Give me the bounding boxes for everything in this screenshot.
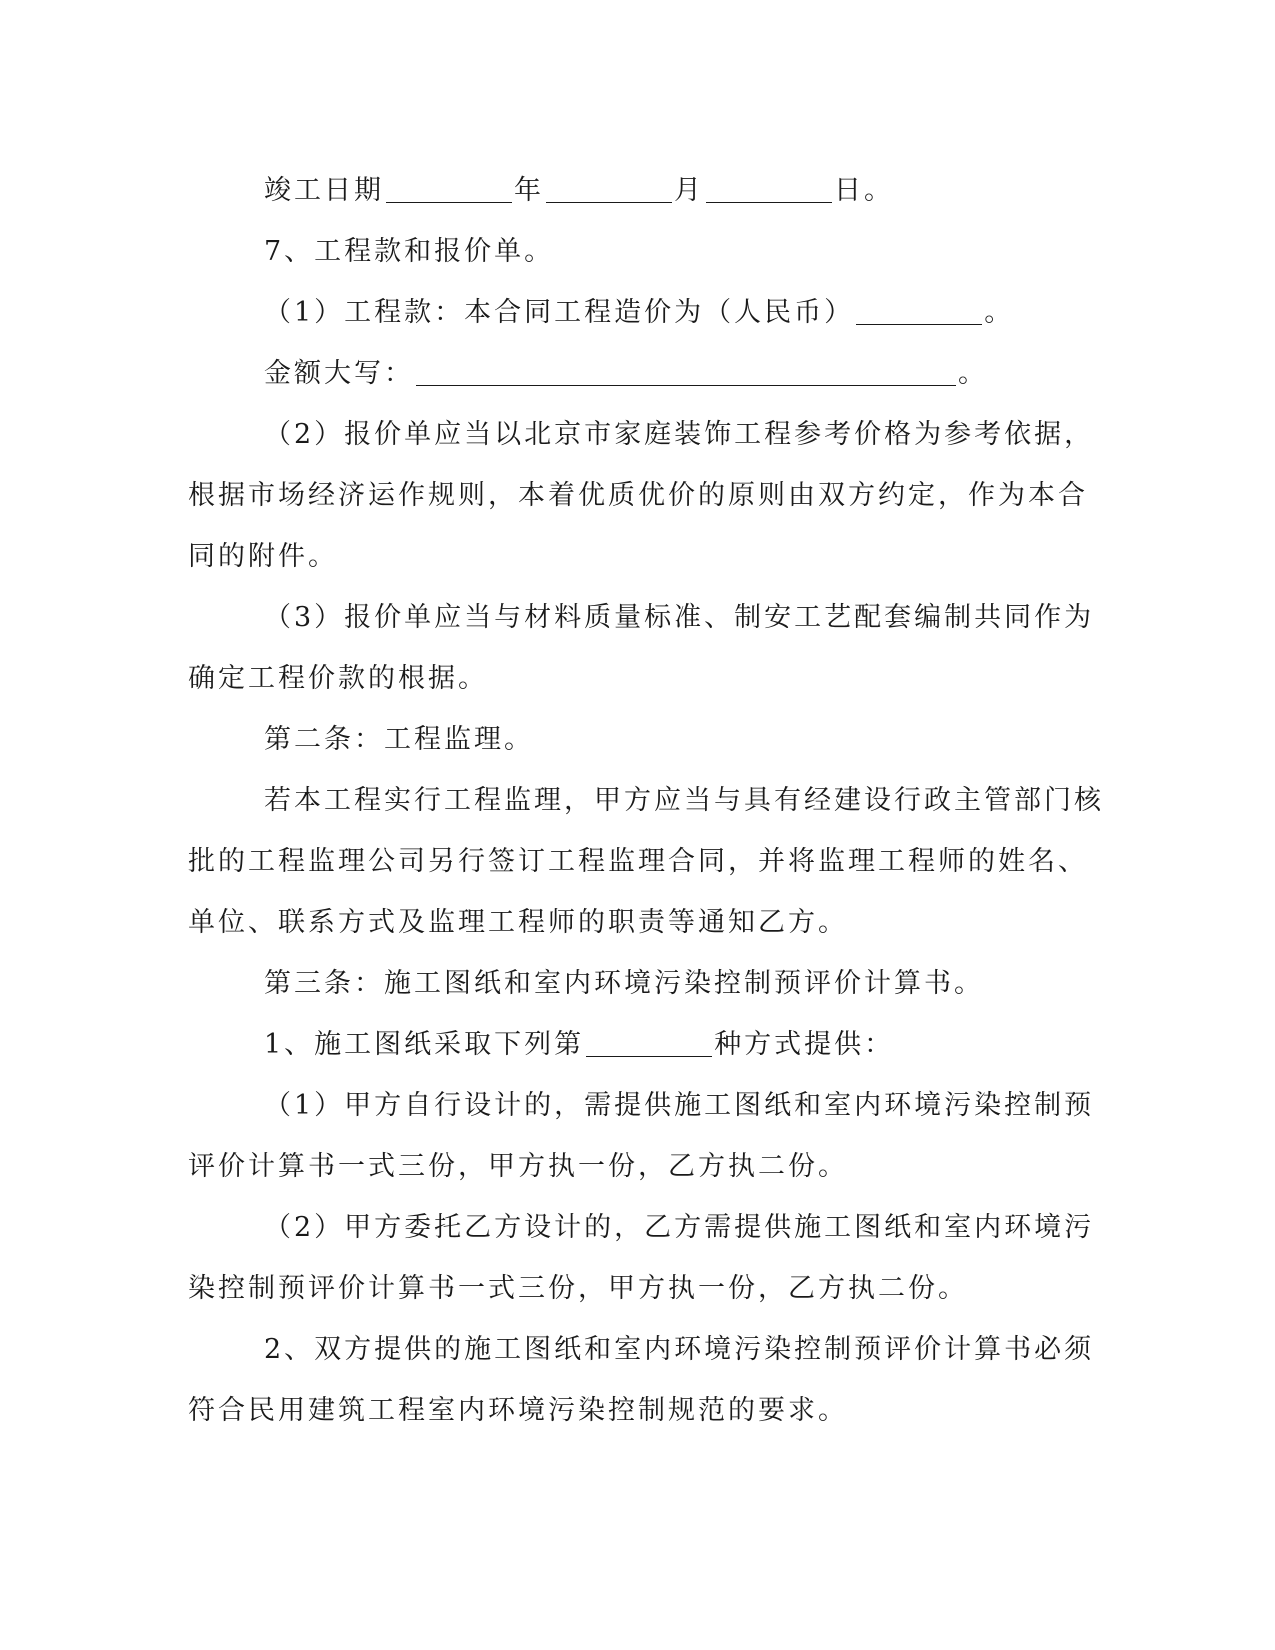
quote-para-2-line-1: （2）报价单应当以北京市家庭装饰工程参考价格为参考依据，: [264, 419, 1095, 450]
contract-price-end: 。: [984, 297, 1015, 328]
day-blank: [706, 168, 832, 203]
article-3-option-1-line-2: 评价计算书一式三份，甲方执一份，乙方执二份。: [188, 1151, 848, 1182]
contract-price-label: （1）工程款：本合同工程造价为（人民币）: [264, 297, 855, 328]
section-7-heading: 7、工程款和报价单。: [264, 236, 555, 267]
article-2-body-line-1: 若本工程实行工程监理，甲方应当与具有经建设行政主管部门核: [264, 785, 1104, 816]
quote-para-3-line-2: 确定工程价款的根据。: [188, 663, 488, 694]
quote-para-2-line-3: 同的附件。: [188, 541, 338, 572]
day-label: 日。: [834, 175, 894, 206]
article-2-title: 第二条：工程监理。: [264, 724, 534, 755]
month-label: 月: [674, 175, 704, 206]
contract-price-blank: [856, 290, 982, 325]
quote-para-3-line-1: （3）报价单应当与材料质量标准、制安工艺配套编制共同作为: [264, 602, 1095, 633]
article-3-title: 第三条：施工图纸和室内环境污染控制预评价计算书。: [264, 968, 984, 999]
article-3-item-2-line-1: 2、双方提供的施工图纸和室内环境污染控制预评价计算书必须: [264, 1334, 1095, 1365]
year-label: 年: [514, 175, 544, 206]
article-2-body-line-2: 批的工程监理公司另行签订工程监理合同，并将监理工程师的姓名、: [188, 846, 1088, 877]
article-3-item-1: [188, 1014, 1068, 1075]
drawing-method-blank: [586, 1022, 712, 1057]
article-3-option-1-line-1: （1）甲方自行设计的，需提供施工图纸和室内环境污染控制预: [264, 1090, 1095, 1121]
article-3-item-2-line-2: 符合民用建筑工程室内环境污染控制规范的要求。: [188, 1395, 848, 1426]
amount-in-words-blank: [416, 351, 956, 386]
quote-para-2-line-2: 根据市场经济运作规则，本着优质优价的原则由双方约定，作为本合: [188, 480, 1088, 511]
completion-date-line: [188, 160, 1068, 221]
month-blank: [546, 168, 672, 203]
document-body: [188, 160, 1104, 1441]
contract-price-line: [188, 282, 1068, 343]
article-3-option-2-line-2: 染控制预评价计算书一式三份，甲方执一份，乙方执二份。: [188, 1273, 968, 1304]
article-3-option-2-line-1: （2）甲方委托乙方设计的，乙方需提供施工图纸和室内环境污: [264, 1212, 1095, 1243]
amount-in-words-line: [188, 343, 1068, 404]
drawing-method-label: 1、施工图纸采取下列第: [264, 1029, 585, 1060]
article-2-body-line-3: 单位、联系方式及监理工程师的职责等通知乙方。: [188, 907, 848, 938]
amount-in-words-end: 。: [958, 358, 988, 389]
year-blank: [386, 168, 512, 203]
amount-in-words-label: 金额大写：: [264, 358, 414, 389]
completion-date-label: 竣工日期: [264, 175, 384, 206]
drawing-method-end: 种方式提供：: [714, 1029, 895, 1060]
